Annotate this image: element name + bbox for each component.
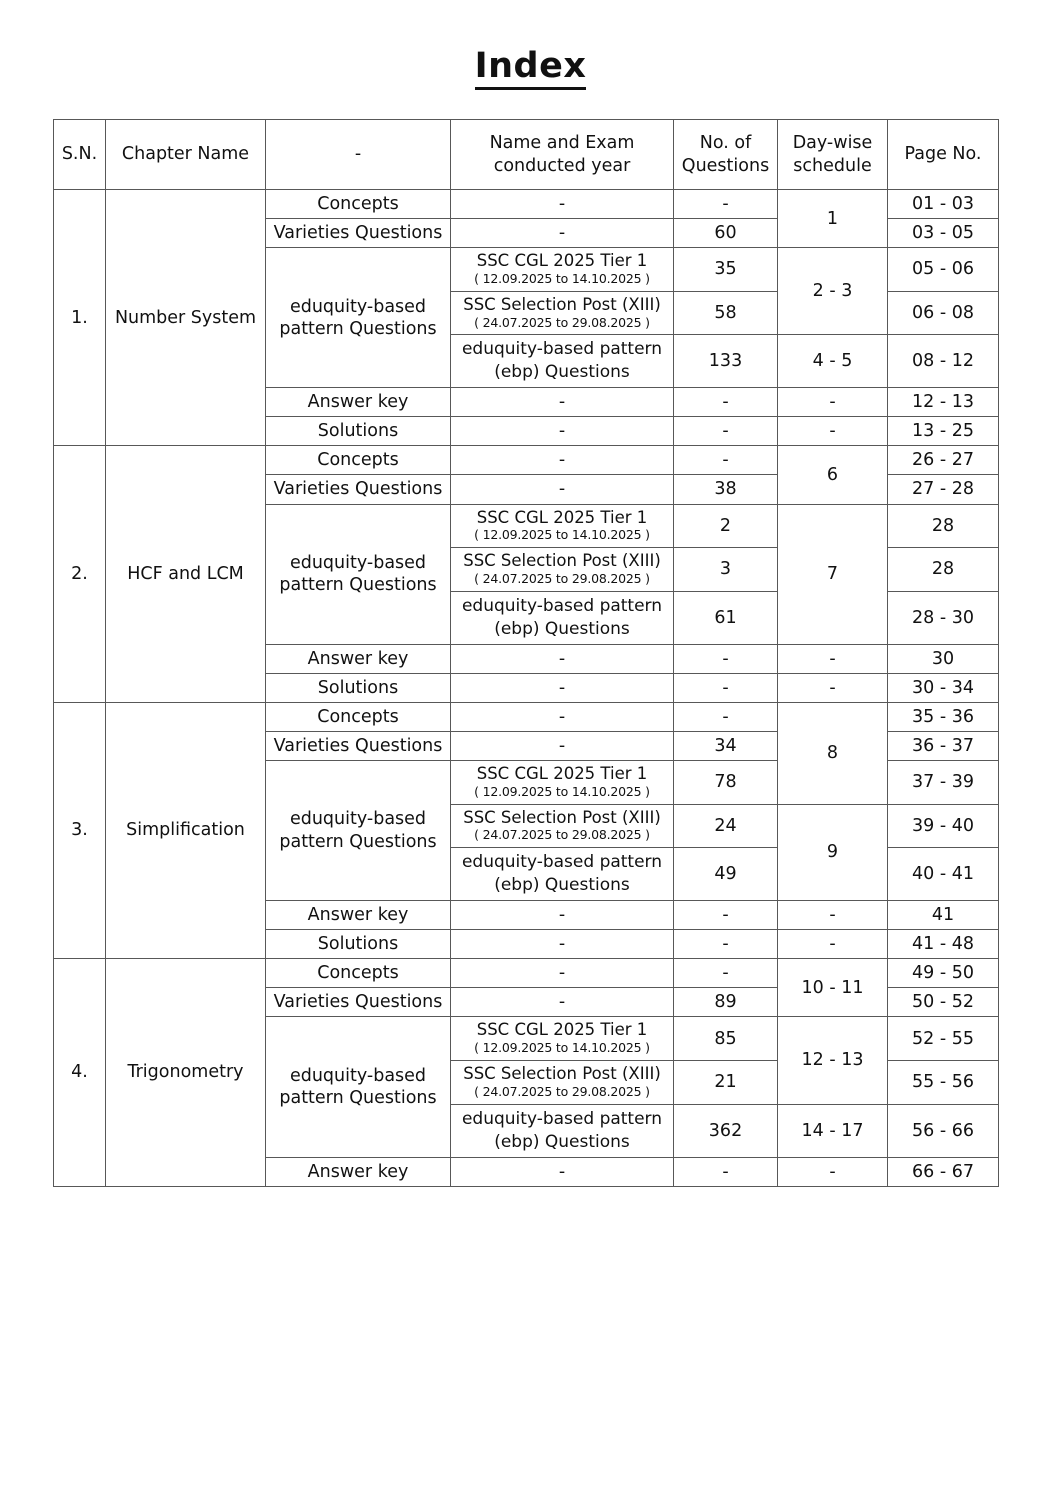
exam-name-dates: ( 12.09.2025 to 14.10.2025 )	[474, 1040, 650, 1056]
exam-name-title: SSC Selection Post (XIII)	[463, 807, 661, 827]
questions-count: 24	[674, 804, 778, 848]
page-range: 39 - 40	[888, 804, 999, 848]
exam-name: -	[451, 475, 674, 504]
page-range: 41	[888, 901, 999, 930]
exam-name: -	[451, 446, 674, 475]
page-range: 28	[888, 504, 999, 548]
exam-name	[451, 1017, 674, 1061]
header-schedule-line2: schedule	[793, 155, 872, 176]
page-range: 28	[888, 548, 999, 592]
day-wise-schedule: 12 - 13	[778, 1017, 888, 1104]
questions-count: 85	[674, 1017, 778, 1061]
page-range: 36 - 37	[888, 731, 999, 760]
header-section: -	[266, 120, 451, 190]
chapter-sn: 2.	[54, 446, 106, 702]
table-body	[54, 190, 999, 1187]
page-range: 01 - 03	[888, 190, 999, 219]
questions-count: -	[674, 446, 778, 475]
page-range: 08 - 12	[888, 335, 999, 388]
header-questions	[674, 120, 778, 190]
exam-name: -	[451, 388, 674, 417]
exam-name-dates: ( 24.07.2025 to 29.08.2025 )	[474, 827, 650, 843]
questions-count: -	[674, 901, 778, 930]
page-range: 30 - 34	[888, 673, 999, 702]
exam-name-title: SSC CGL 2025 Tier 1	[476, 251, 648, 271]
questions-count: 89	[674, 988, 778, 1017]
header-exam-line2: conducted year	[493, 155, 631, 176]
exam-name-title: SSC CGL 2025 Tier 1	[476, 1020, 648, 1040]
section-varieties-questions: Varieties Questions	[266, 219, 451, 248]
exam-name: -	[451, 959, 674, 988]
questions-count: -	[674, 417, 778, 446]
questions-count: 34	[674, 731, 778, 760]
page-title-text: Index	[475, 49, 587, 90]
page-range: 66 - 67	[888, 1157, 999, 1186]
day-wise-schedule: 7	[778, 504, 888, 644]
chapter-name: Number System	[106, 190, 266, 446]
exam-name: -	[451, 673, 674, 702]
exam-name	[451, 291, 674, 335]
day-wise-schedule: 4 - 5	[778, 335, 888, 388]
exam-name-dates: ( 24.07.2025 to 29.08.2025 )	[474, 314, 650, 330]
header-chapter-name: Chapter Name	[106, 120, 266, 190]
day-wise-schedule: -	[778, 644, 888, 673]
day-wise-schedule: -	[778, 1157, 888, 1186]
page-range: 27 - 28	[888, 475, 999, 504]
exam-name: -	[451, 988, 674, 1017]
page-range: 49 - 50	[888, 959, 999, 988]
page-range: 56 - 66	[888, 1104, 999, 1157]
table-row	[54, 190, 999, 219]
page-range: 28 - 30	[888, 591, 999, 644]
header-page-no: Page No.	[888, 120, 999, 190]
header-sn: S.N.	[54, 120, 106, 190]
section-ebp-questions	[266, 760, 451, 900]
header-schedule	[778, 120, 888, 190]
section-ebp-line1: eduquity-based	[289, 809, 427, 830]
page-range: 03 - 05	[888, 219, 999, 248]
chapter-name: Trigonometry	[106, 959, 266, 1186]
page-range: 26 - 27	[888, 446, 999, 475]
exam-name: -	[451, 417, 674, 446]
exam-name-line2: (ebp) Questions	[494, 1131, 630, 1152]
header-questions-line2: Questions	[681, 155, 770, 176]
exam-name	[451, 804, 674, 848]
section-ebp-line2: pattern Questions	[279, 575, 437, 596]
header-questions-line1: No. of	[699, 133, 752, 154]
exam-name-title: SSC CGL 2025 Tier 1	[476, 507, 648, 527]
chapter-sn: 1.	[54, 190, 106, 446]
page-range: 52 - 55	[888, 1017, 999, 1061]
table-row	[54, 959, 999, 988]
table-row	[54, 702, 999, 731]
exam-name	[451, 1104, 674, 1157]
day-wise-schedule: -	[778, 930, 888, 959]
questions-count: 49	[674, 848, 778, 901]
day-wise-schedule: 6	[778, 446, 888, 504]
exam-name: -	[451, 901, 674, 930]
questions-count: -	[674, 702, 778, 731]
questions-count: 58	[674, 291, 778, 335]
exam-name: -	[451, 644, 674, 673]
section-ebp-line2: pattern Questions	[279, 831, 437, 852]
index-table	[53, 119, 999, 1187]
exam-name-line2: (ebp) Questions	[494, 618, 630, 639]
page-range: 41 - 48	[888, 930, 999, 959]
exam-name	[451, 591, 674, 644]
exam-name	[451, 848, 674, 901]
exam-name: -	[451, 702, 674, 731]
questions-count: -	[674, 673, 778, 702]
questions-count: 362	[674, 1104, 778, 1157]
exam-name	[451, 1060, 674, 1104]
questions-count: 78	[674, 760, 778, 804]
page-range: 50 - 52	[888, 988, 999, 1017]
day-wise-schedule: 2 - 3	[778, 248, 888, 335]
exam-name-title: SSC Selection Post (XIII)	[463, 551, 661, 571]
exam-name: -	[451, 1157, 674, 1186]
day-wise-schedule: -	[778, 417, 888, 446]
questions-count: 60	[674, 219, 778, 248]
page-range: 35 - 36	[888, 702, 999, 731]
exam-name	[451, 548, 674, 592]
exam-name-title: SSC Selection Post (XIII)	[463, 294, 661, 314]
exam-name-title: SSC CGL 2025 Tier 1	[476, 763, 648, 783]
page-range: 30	[888, 644, 999, 673]
chapter-name: HCF and LCM	[106, 446, 266, 702]
page-range: 06 - 08	[888, 291, 999, 335]
exam-name	[451, 335, 674, 388]
header-row	[54, 120, 999, 190]
exam-name-title: SSC Selection Post (XIII)	[463, 1063, 661, 1083]
day-wise-schedule: 1	[778, 190, 888, 248]
section-varieties-questions: Varieties Questions	[266, 475, 451, 504]
section-ebp-questions	[266, 248, 451, 388]
day-wise-schedule: 9	[778, 804, 888, 901]
questions-count: -	[674, 930, 778, 959]
page-range: 05 - 06	[888, 248, 999, 292]
section-ebp-line1: eduquity-based	[289, 296, 427, 317]
day-wise-schedule: 8	[778, 702, 888, 804]
questions-count: 2	[674, 504, 778, 548]
table-row	[54, 446, 999, 475]
day-wise-schedule: -	[778, 901, 888, 930]
questions-count: 3	[674, 548, 778, 592]
exam-name: -	[451, 219, 674, 248]
chapter-sn: 3.	[54, 702, 106, 958]
table-header	[54, 120, 999, 190]
page-range: 13 - 25	[888, 417, 999, 446]
exam-name: -	[451, 731, 674, 760]
questions-count: -	[674, 190, 778, 219]
header-exam	[451, 120, 674, 190]
exam-name-dates: ( 12.09.2025 to 14.10.2025 )	[474, 527, 650, 543]
questions-count: -	[674, 959, 778, 988]
exam-name-line2: (ebp) Questions	[494, 362, 630, 383]
exam-name-dates: ( 12.09.2025 to 14.10.2025 )	[474, 270, 650, 286]
exam-name-line1: eduquity-based pattern	[461, 595, 663, 616]
page-range: 40 - 41	[888, 848, 999, 901]
section-answer-key: Answer key	[266, 644, 451, 673]
questions-count: -	[674, 388, 778, 417]
header-exam-line1: Name and Exam	[489, 133, 635, 154]
section-ebp-questions	[266, 1017, 451, 1157]
section-solutions: Solutions	[266, 930, 451, 959]
questions-count: 133	[674, 335, 778, 388]
section-answer-key: Answer key	[266, 1157, 451, 1186]
exam-name	[451, 248, 674, 292]
exam-name: -	[451, 190, 674, 219]
section-ebp-questions	[266, 504, 451, 644]
section-answer-key: Answer key	[266, 388, 451, 417]
section-answer-key: Answer key	[266, 901, 451, 930]
section-concepts: Concepts	[266, 959, 451, 988]
day-wise-schedule: 14 - 17	[778, 1104, 888, 1157]
exam-name-line1: eduquity-based pattern	[461, 852, 663, 873]
section-varieties-questions: Varieties Questions	[266, 988, 451, 1017]
section-ebp-line2: pattern Questions	[279, 318, 437, 339]
exam-name-line1: eduquity-based pattern	[461, 1108, 663, 1129]
day-wise-schedule: -	[778, 388, 888, 417]
page-range: 12 - 13	[888, 388, 999, 417]
exam-name-dates: ( 24.07.2025 to 29.08.2025 )	[474, 1083, 650, 1099]
section-ebp-line2: pattern Questions	[279, 1087, 437, 1108]
exam-name: -	[451, 930, 674, 959]
section-concepts: Concepts	[266, 446, 451, 475]
page-range: 37 - 39	[888, 760, 999, 804]
section-concepts: Concepts	[266, 702, 451, 731]
section-solutions: Solutions	[266, 673, 451, 702]
section-ebp-line1: eduquity-based	[289, 553, 427, 574]
chapter-sn: 4.	[54, 959, 106, 1186]
exam-name	[451, 760, 674, 804]
exam-name	[451, 504, 674, 548]
index-table-container	[53, 119, 998, 1187]
exam-name-dates: ( 24.07.2025 to 29.08.2025 )	[474, 570, 650, 586]
chapter-name: Simplification	[106, 702, 266, 958]
questions-count: -	[674, 644, 778, 673]
questions-count: 61	[674, 591, 778, 644]
section-varieties-questions: Varieties Questions	[266, 731, 451, 760]
questions-count: 38	[674, 475, 778, 504]
day-wise-schedule: 10 - 11	[778, 959, 888, 1017]
section-solutions: Solutions	[266, 417, 451, 446]
page-range: 55 - 56	[888, 1060, 999, 1104]
exam-name-line1: eduquity-based pattern	[461, 339, 663, 360]
questions-count: 21	[674, 1060, 778, 1104]
questions-count: -	[674, 1157, 778, 1186]
exam-name-line2: (ebp) Questions	[494, 875, 630, 896]
exam-name-dates: ( 12.09.2025 to 14.10.2025 )	[474, 783, 650, 799]
page-title	[0, 0, 1061, 90]
day-wise-schedule: -	[778, 673, 888, 702]
questions-count: 35	[674, 248, 778, 292]
section-concepts: Concepts	[266, 190, 451, 219]
section-ebp-line1: eduquity-based	[289, 1065, 427, 1086]
header-schedule-line1: Day-wise	[792, 133, 873, 154]
